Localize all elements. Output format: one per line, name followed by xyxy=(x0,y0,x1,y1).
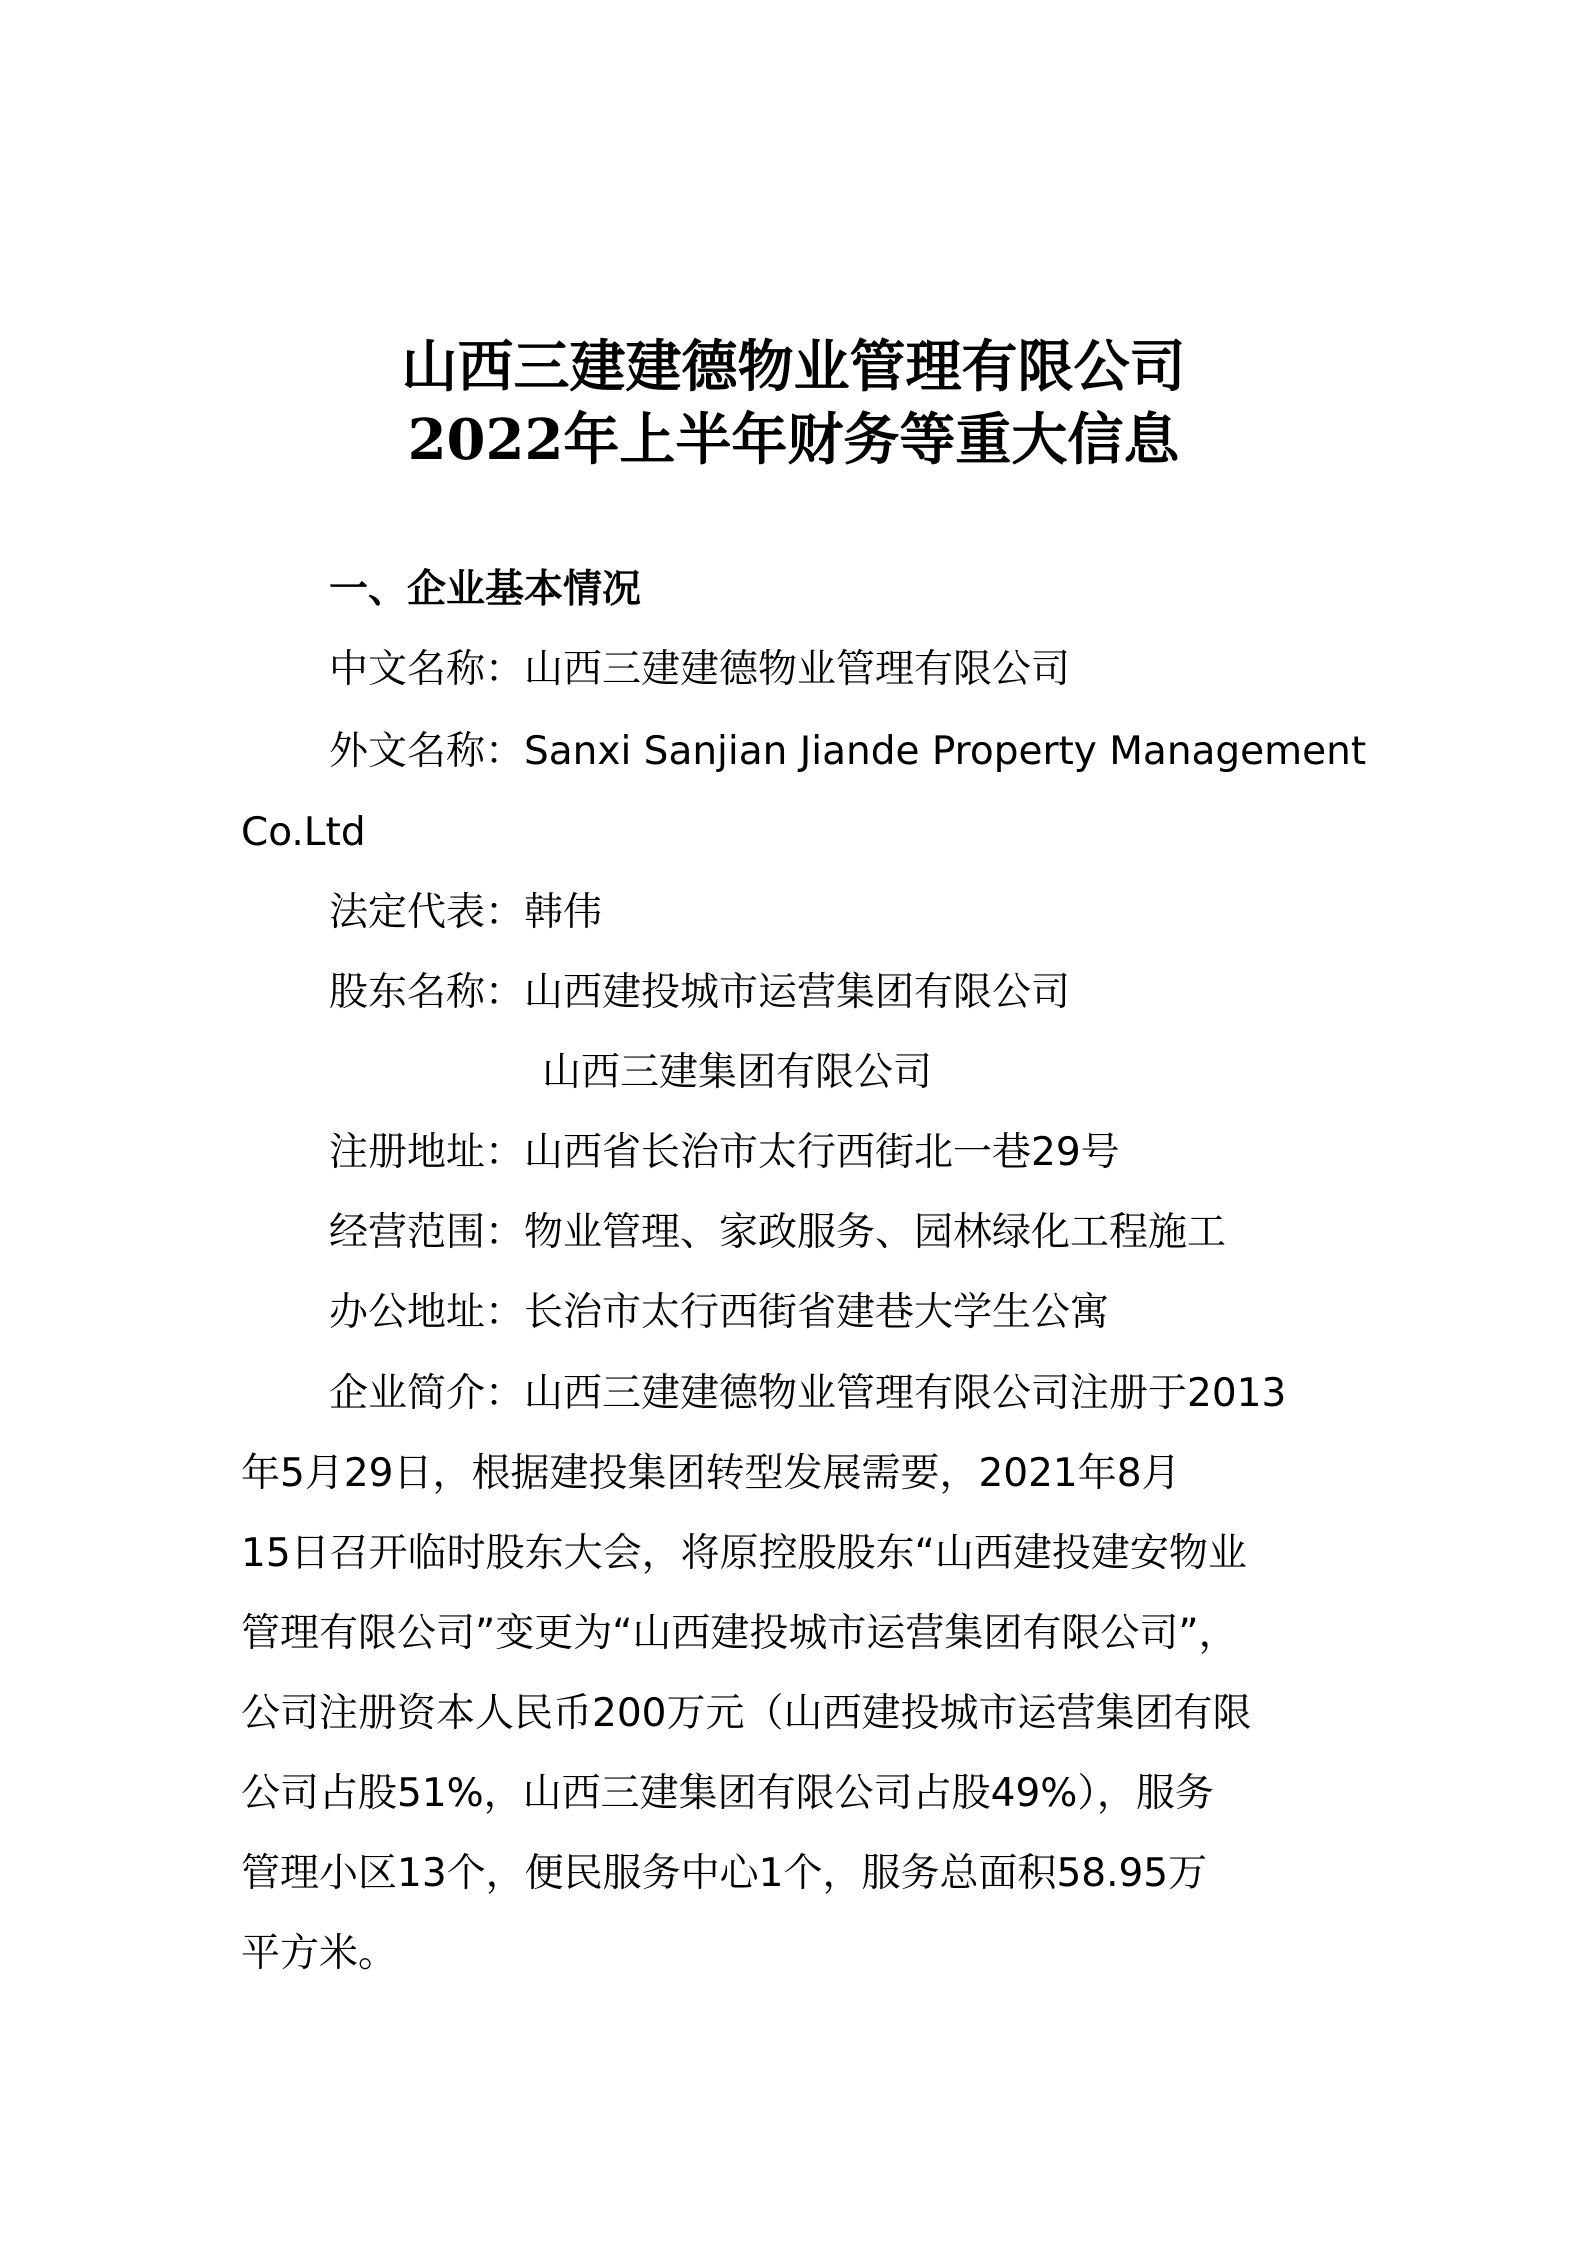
profile-line: 15日召开临时股东大会，将原控股股东“山西建投建安物业 xyxy=(241,1531,1247,1576)
profile-line: 企业简介：山西三建建德物业管理有限公司注册于2013 xyxy=(329,1371,1287,1416)
profile-line: 管理小区13个，便民服务中心1个，服务总面积58.95万 xyxy=(241,1851,1208,1896)
registered-address: 注册地址：山西省长治市太行西街北一巷29号 xyxy=(329,1130,1120,1175)
profile-line: 管理有限公司”变更为“山西建投城市运营集团有限公司”， xyxy=(241,1611,1238,1656)
chinese-name: 中文名称：山西三建建德物业管理有限公司 xyxy=(329,647,1071,692)
title-line-1: 山西三建建德物业管理有限公司 xyxy=(401,334,1186,400)
shareholder-1: 股东名称：山西建投城市运营集团有限公司 xyxy=(329,970,1071,1015)
profile-line: 公司占股51%，山西三建集团有限公司占股49%），服务 xyxy=(241,1771,1214,1816)
foreign-name-continued: Co.Ltd xyxy=(241,810,366,855)
office-address: 办公地址：长治市太行西街省建巷大学生公寓 xyxy=(329,1290,1110,1335)
section-heading: 一、企业基本情况 xyxy=(329,567,642,612)
profile-line: 平方米。 xyxy=(241,1931,398,1976)
foreign-name: 外文名称：Sanxi Sanjian Jiande Property Management xyxy=(329,729,1367,774)
legal-representative: 法定代表：韩伟 xyxy=(329,890,603,935)
shareholder-2: 山西三建集团有限公司 xyxy=(542,1050,933,1095)
business-scope: 经营范围：物业管理、家政服务、园林绿化工程施工 xyxy=(329,1210,1227,1255)
profile-line: 公司注册资本人民币200万元（山西建投城市运营集团有限 xyxy=(241,1691,1252,1736)
profile-line: 年5月29日，根据建投集团转型发展需要，2021年8月 xyxy=(241,1451,1181,1496)
title-line-2: 2022年上半年财务等重大信息 xyxy=(407,407,1180,473)
